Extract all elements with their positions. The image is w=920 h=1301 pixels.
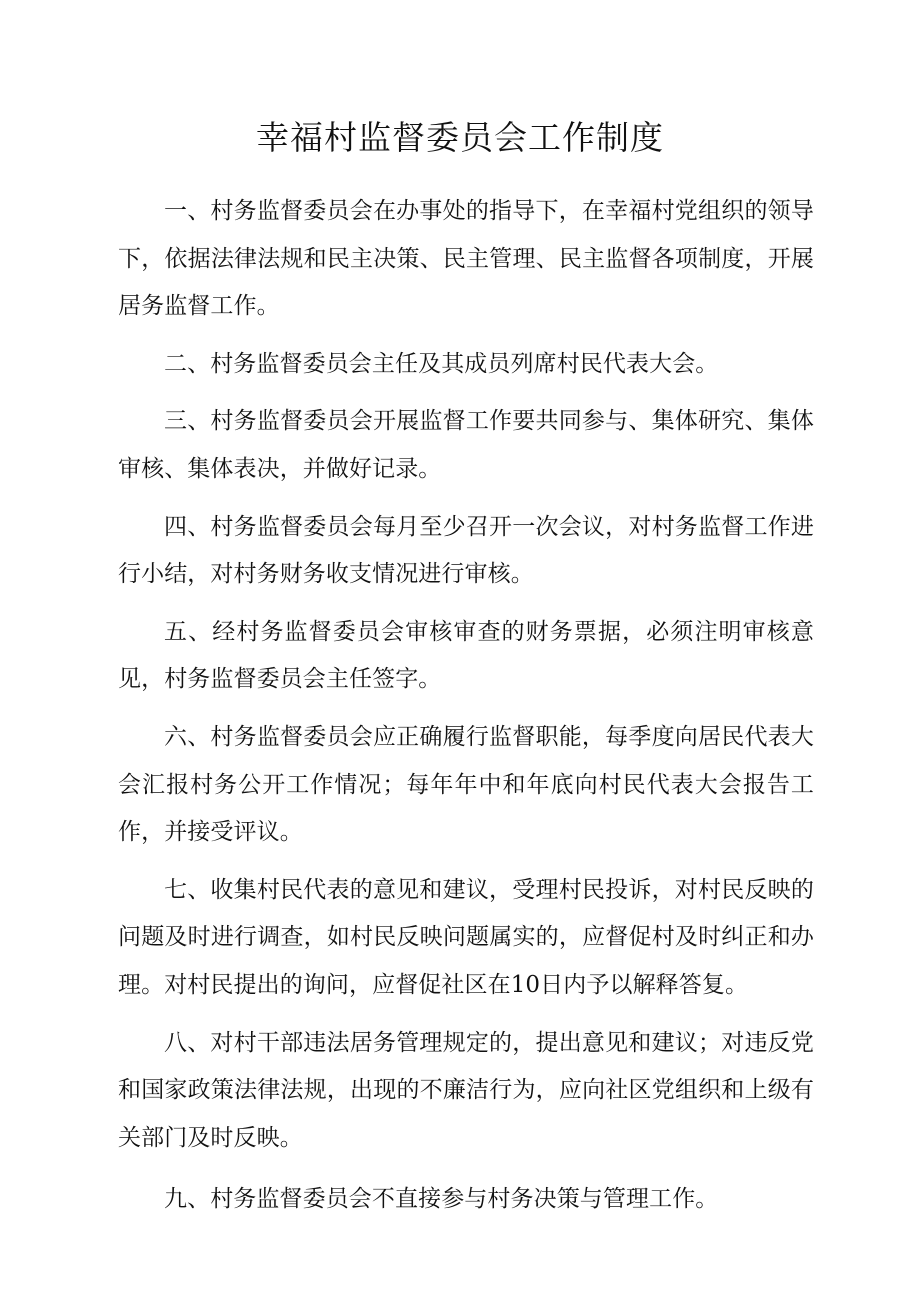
paragraph-4: 四、村务监督委员会每月至少召开一次会议，对村务监督工作进行小结，对村务财务收支情况进行审核。	[118, 513, 814, 588]
paragraph-5: 五、经村务监督委员会审核审查的财务票据，必须注明审核意见，村务监督委员会主任签字。	[118, 618, 814, 693]
paragraph-8: 八、对村干部违法居务管理规定的，提出意见和建议；对违反党和国家政策法律法规，出现的不廉洁行为，应向社区党组织和上级有关部门及时反映。	[118, 1029, 814, 1151]
document-title: 幸福村监督委员会工作制度	[256, 118, 664, 157]
paragraph-6: 六、村务监督委员会应正确履行监督职能，每季度向居民代表大会汇报村务公开工作情况；每年年中和年底向村民代表大会报告工作，并接受评议。	[118, 723, 814, 846]
paragraph-2: 二、村务监督委员会主任及其成员列席村民代表大会。	[164, 350, 719, 377]
paragraph-3: 三、村务监督委员会开展监督工作要共同参与、集体研究、集体审核、集体表决，并做好记录。	[118, 408, 814, 482]
document-body	[118, 188, 814, 1234]
paragraph-1: 一、村务监督委员会在办事处的指导下，在幸福村党组织的领导下，依据法律法规和民主决策、民主管理、民主监督各项制度，开展居务监督工作。	[118, 198, 814, 320]
paragraph-9: 九、村务监督委员会不直接参与村务决策与管理工作。	[164, 1186, 719, 1213]
paragraph-7: 七、收集村民代表的意见和建议，受理村民投诉，对村民反映的问题及时进行调查，如村民反映问题属实的，应督促村及时纠正和办理。对村民提出的询问，应督促社区在10日内予以解释答复。	[118, 876, 814, 998]
